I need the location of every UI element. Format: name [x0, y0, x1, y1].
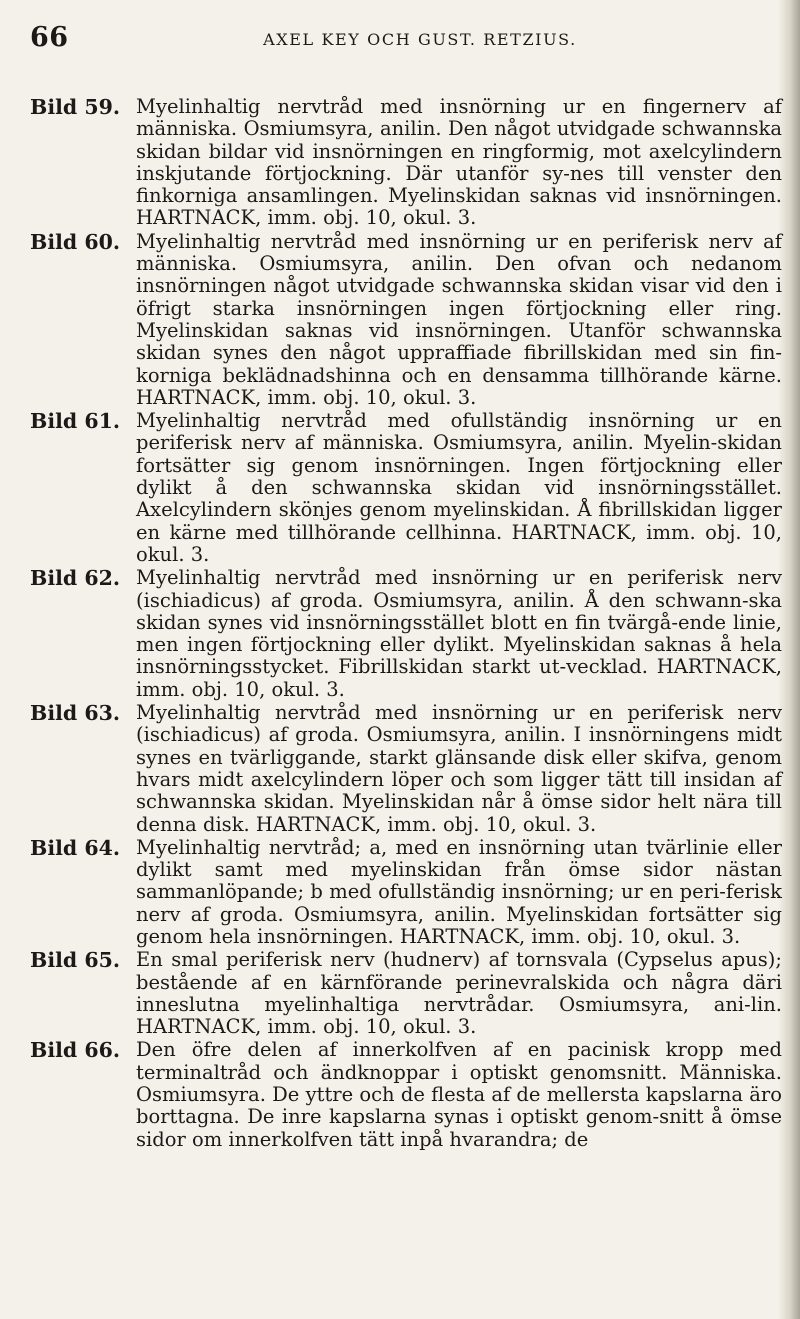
figure-label: Bild 59. [30, 95, 121, 119]
caption-entry [30, 96, 782, 230]
caption-entry [30, 949, 782, 1038]
running-title: AXEL KEY OCH GUST. RETZIUS. [263, 30, 577, 49]
caption-entry [30, 837, 782, 948]
caption-text: Myelinhaltig nervtråd med insnörning ur en periferisk nerv af människa. Osmiumsyra, anilin. Den ofvan och nedanom insnörningen något utvidgade schwannska skidan visar vid den i öfrigt starka insnörningen ingen förtjockning eller ring. Myelinskidan saknas vid insnörningen. Utanför schwannska skidan synes den något uppraffiade fibrillskidan med sin fin-korniga beklädnadshinna och en densamma tillhörande kärne. HARTNACK, imm. obj. 10, okul. 3. [136, 229, 782, 409]
caption-text: Myelinhaltig nervtråd med insnörning ur en periferisk nerv (ischiadicus) af groda. Osmiumsyra, anilin. Å den schwann-ska skidan synes vid insnörningsstället blott en fin tvärgå-ende linie, men ingen förtjockning eller dylikt. Myelinskidan saknas å hela insnörningsstycket. Fibrillskidan starkt ut-vecklad. HARTNACK, imm. obj. 10, okul. 3. [136, 566, 782, 701]
caption-entry [30, 410, 782, 566]
caption-entry [30, 567, 782, 701]
caption-text: Myelinhaltig nervtråd; a, med en insnörning utan tvärlinie eller dylikt samt med myelinskidan från ömse sidor nästan sammanlöpande; b med ofullständig insnörning; ur en peri-ferisk nerv af groda. Osmiumsyra, anilin. Myelinskidan fortsätter sig genom hela insnörningen. HARTNACK, imm. obj. 10, okul. 3. [136, 835, 782, 948]
figure-captions [30, 96, 782, 1152]
caption-text: Myelinhaltig nervtråd med insnörning ur en fingernerv af människa. Osmiumsyra, anilin. Den något utvidgade schwannska skidan bildar vid insnörningen en ringformig, mot axelcylindern inskjutande förtjockning. Där utanför sy-nes till venster den finkorniga ansamlingen. Myelinskidan saknas vid insnörningen. HARTNACK, imm. obj. 10, okul. 3. [136, 95, 782, 230]
caption-text: En smal periferisk nerv (hudnerv) af tornsvala (Cypselus apus); bestående af en kärnförande perinevralskida och några däri inneslutna myelinhaltiga nervtrådar. Osmiumsyra, ani-lin. HARTNACK, imm. obj. 10, okul. 3. [136, 948, 782, 1039]
caption-entry [30, 702, 782, 836]
caption-text: Den öfre delen af innerkolfven af en pacinisk kropp med terminaltråd och ändknoppar i optiskt genomsnitt. Människa. Osmiumsyra. De yttre och de flesta af de mellersta kapslarna äro borttagna. De inre kapslarna synas i optiskt genom-snitt å ömse sidor om innerkolfven tätt inpå hvarandra; de [136, 1038, 782, 1151]
figure-label: Bild 66. [30, 1038, 121, 1063]
figure-label: Bild 62. [30, 566, 121, 591]
page-number: 66 [30, 22, 69, 53]
figure-label: Bild 60. [30, 229, 121, 254]
figure-label: Bild 63. [30, 701, 121, 726]
figure-label: Bild 65. [30, 948, 121, 973]
caption-entry [30, 1039, 782, 1150]
caption-entry [30, 231, 782, 409]
caption-text: Myelinhaltig nervtråd med ofullständig insnörning ur en periferisk nerv af människa. Osmiumsyra, anilin. Myelin-skidan fortsätter sig genom insnörningen. Ingen förtjockning eller dylikt å den schwannska skidan vid insnörningsstället. Axelcylindern skönjes genom myelinskidan. Å fibrillskidan ligger en kärne med tillhörande cellhinna. HARTNACK, imm. obj. 10, okul. 3. [136, 409, 782, 566]
figure-label: Bild 61. [30, 409, 121, 434]
caption-text: Myelinhaltig nervtråd med insnörning ur en periferisk nerv (ischiadicus) af groda. Osmiumsyra, anilin. I insnörningens midt synes en tvärliggande, starkt glänsande disk eller skifva, genom hvars midt axelcylindern löper och som ligger tätt till insidan af schwannska skidan. Myelinskidan når å ömse sidor helt nära till denna disk. HARTNACK, imm. obj. 10, okul. 3. [136, 701, 782, 836]
figure-label: Bild 64. [30, 835, 121, 860]
page-header [30, 22, 770, 58]
